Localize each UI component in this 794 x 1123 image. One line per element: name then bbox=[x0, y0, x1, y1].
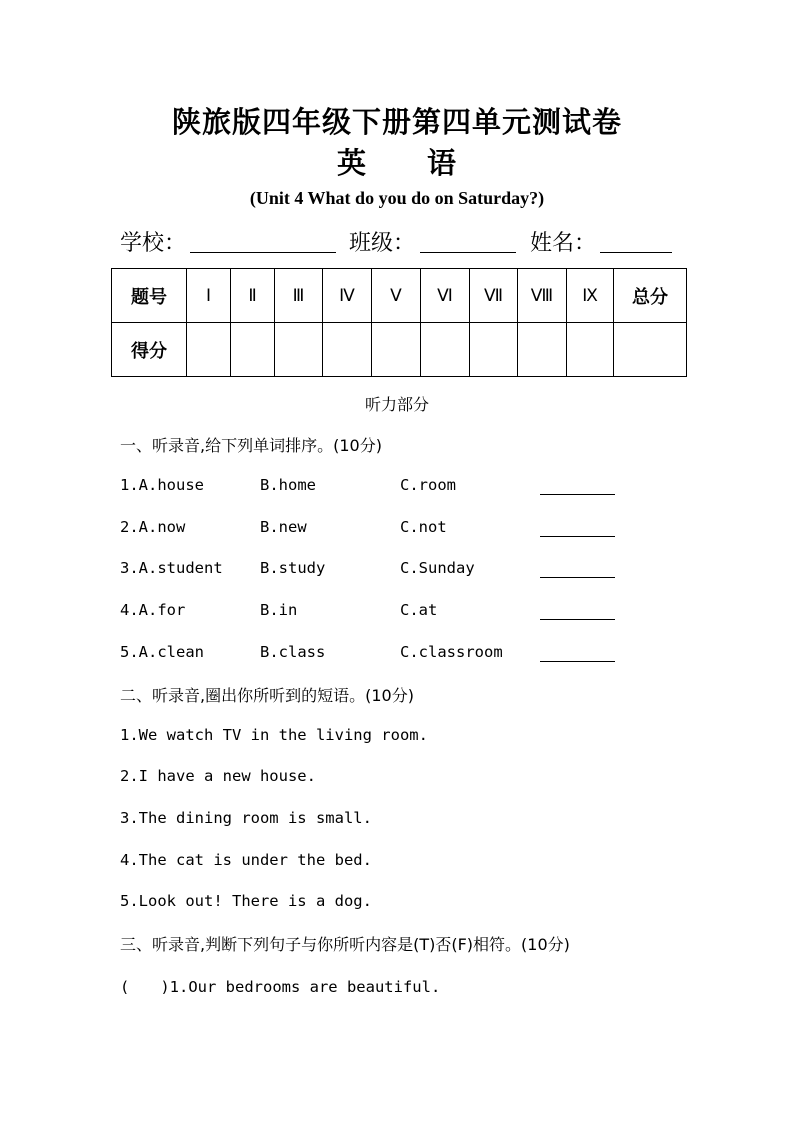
section2-item: 5.Look out! There is a dog. bbox=[120, 892, 372, 910]
section2-item: 4.The cat is under the bed. bbox=[120, 851, 372, 869]
answer-blank[interactable] bbox=[540, 577, 615, 578]
section2-item: 3.The dining room is small. bbox=[120, 809, 372, 827]
option-b: B.new bbox=[260, 518, 307, 536]
option-b: B.class bbox=[260, 643, 326, 661]
option-a: 2.A.now bbox=[120, 518, 186, 536]
score-table-score-row bbox=[112, 323, 687, 377]
school-blank[interactable] bbox=[190, 226, 336, 253]
section2-item: 1.We watch TV in the living room. bbox=[120, 726, 428, 744]
score-cell[interactable] bbox=[518, 323, 567, 377]
option-b: B.study bbox=[260, 559, 326, 577]
name-label: 姓名： bbox=[530, 231, 597, 256]
total-score-label: 总分 bbox=[614, 269, 687, 323]
score-cell[interactable] bbox=[275, 323, 323, 377]
total-score-cell[interactable] bbox=[614, 323, 687, 377]
section-number: Ⅵ bbox=[421, 269, 470, 323]
section3-item: ( )1.Our bedrooms are beautiful. bbox=[120, 978, 441, 996]
answer-blank[interactable] bbox=[540, 494, 615, 495]
question-number-label: 题号 bbox=[112, 269, 187, 323]
section2-heading: 二、听录音,圈出你所听到的短语。(10分) bbox=[120, 686, 414, 705]
section-number: Ⅸ bbox=[567, 269, 614, 323]
unit-title: (Unit 4 What do you do on Saturday?) bbox=[249, 188, 545, 208]
name-blank[interactable] bbox=[600, 226, 672, 253]
section-number: Ⅱ bbox=[231, 269, 275, 323]
answer-blank[interactable] bbox=[540, 619, 615, 620]
class-blank[interactable] bbox=[420, 226, 516, 253]
section-number: Ⅲ bbox=[275, 269, 323, 323]
section3-heading: 三、听录音,判断下列句子与你所听内容是(T)否(F)相符。(10分) bbox=[120, 935, 570, 954]
option-c: C.Sunday bbox=[400, 559, 475, 577]
option-a: 1.A.house bbox=[120, 476, 204, 494]
section-number: Ⅴ bbox=[372, 269, 421, 323]
option-c: C.at bbox=[400, 601, 438, 619]
section2-item: 2.I have a new house. bbox=[120, 767, 316, 785]
option-b: B.in bbox=[260, 601, 298, 619]
option-a: 4.A.for bbox=[120, 601, 186, 619]
exam-title: 陕旅版四年级下册第四单元测试卷 bbox=[171, 105, 622, 139]
score-table-header-row bbox=[112, 269, 687, 323]
section1-heading: 一、听录音,给下列单词排序。(10分) bbox=[120, 436, 382, 455]
score-cell[interactable] bbox=[567, 323, 614, 377]
option-a: 3.A.student bbox=[120, 559, 223, 577]
score-cell[interactable] bbox=[470, 323, 518, 377]
section-number: Ⅶ bbox=[470, 269, 518, 323]
option-c: C.not bbox=[400, 518, 447, 536]
score-cell[interactable] bbox=[323, 323, 372, 377]
class-label: 班级： bbox=[349, 231, 416, 256]
answer-blank[interactable] bbox=[540, 536, 615, 537]
option-a: 5.A.clean bbox=[120, 643, 204, 661]
score-cell[interactable] bbox=[187, 323, 231, 377]
option-c: C.classroom bbox=[400, 643, 503, 661]
score-cell[interactable] bbox=[231, 323, 275, 377]
exam-subject: 英 语 bbox=[336, 146, 457, 180]
listening-part-label: 听力部分 bbox=[364, 395, 429, 414]
score-label: 得分 bbox=[112, 323, 187, 377]
option-b: B.home bbox=[260, 476, 316, 494]
answer-blank[interactable] bbox=[540, 661, 615, 662]
option-c: C.room bbox=[400, 476, 456, 494]
section-number: Ⅰ bbox=[187, 269, 231, 323]
section-number: Ⅳ bbox=[323, 269, 372, 323]
score-cell[interactable] bbox=[372, 323, 421, 377]
score-cell[interactable] bbox=[421, 323, 470, 377]
school-label: 学校： bbox=[120, 231, 187, 256]
score-table bbox=[111, 268, 687, 377]
section-number: Ⅷ bbox=[518, 269, 567, 323]
